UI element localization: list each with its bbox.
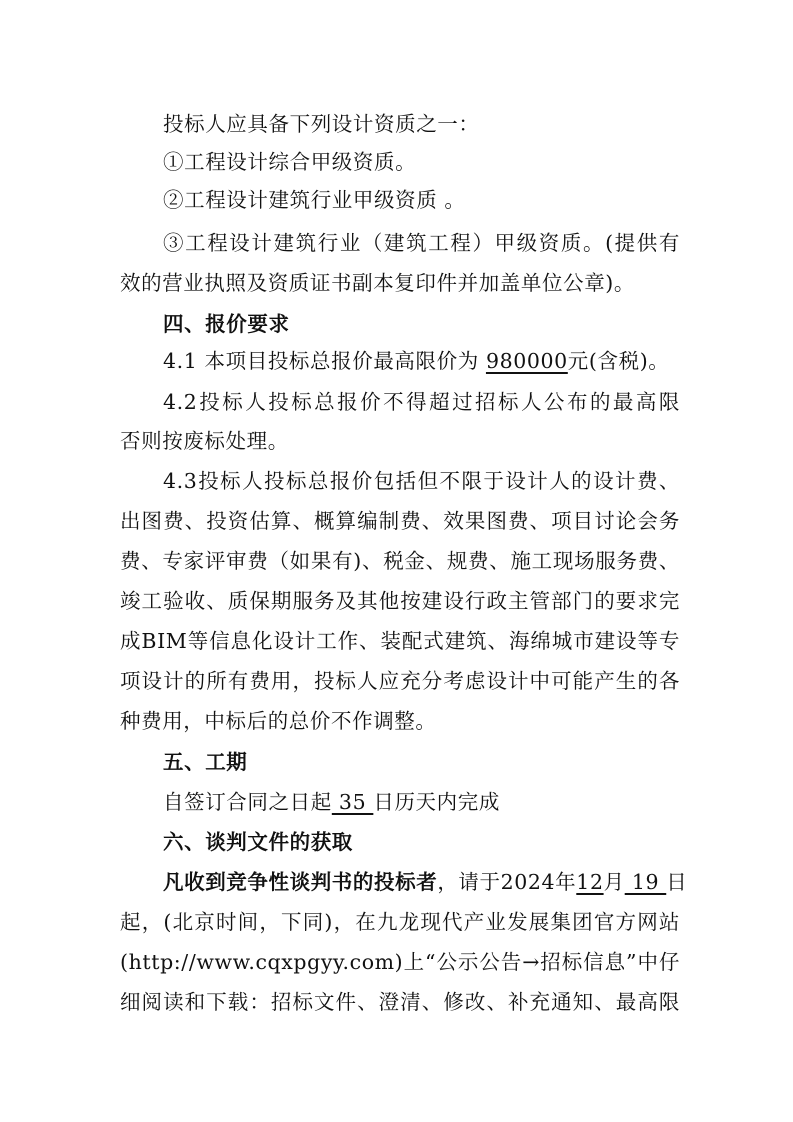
paragraph-5-prefix: 自签订合同之日起 [163, 790, 332, 814]
paragraph-6-line3: (http://www.cqxpgyy.com)上“公示公告→招标信息”中仔 [120, 950, 680, 974]
paragraph-4-2-line1: 4.2投标人投标总报价不得超过招标人公布的最高限 [163, 390, 680, 414]
qualification-item-3-line2: 效的营业执照及资质证书副本复印件并加盖单位公章)。 [120, 271, 635, 295]
paragraph-4-1-prefix: 4.1 本项目投标总报价最高限价为 [163, 349, 486, 373]
paragraph-4-3-line6: 项设计的所有费用，投标人应充分考虑设计中可能产生的各 [120, 669, 680, 693]
paragraph-6-line2: 起，(北京时间，下同)，在九龙现代产业发展集团官方网站 [120, 910, 680, 934]
paragraph-4-3-line2: 出图费、投资估算、概算编制费、效果图费、项目讨论会务 [120, 509, 680, 533]
paragraph-6-date-prefix: ，请于2024年 [437, 870, 577, 894]
paragraph-4-3-line7: 种费用，中标后的总价不作调整。 [120, 709, 437, 733]
paragraph-4-3-line5: 成BIM等信息化设计工作、装配式建筑、海绵城市建设等专 [120, 629, 680, 653]
paragraph-6-lead: 凡收到竞争性谈判书的投标者 [163, 870, 438, 894]
paragraph-4-1 [163, 346, 680, 376]
paragraph-4-3-line4: 竣工验收、质保期服务及其他按建设行政主管部门的要求完 [120, 589, 680, 613]
qualification-intro: 投标人应具备下列设计资质之一： [163, 112, 480, 136]
day-unit: 日 [666, 870, 688, 894]
paragraph-5-suffix: 日历天内完成 [373, 790, 500, 814]
paragraph-5 [163, 787, 680, 817]
paragraph-6-line4: 细阅读和下载：招标文件、澄清、修改、补充通知、最高限 [120, 990, 680, 1014]
qualification-item-1: ①工程设计综合甲级资质。 [163, 150, 417, 174]
section-6-heading: 六、谈判文件的获取 [163, 830, 353, 854]
paragraph-4-2-line2: 否则按废标处理。 [120, 429, 289, 453]
paragraph-4-3-line1: 4.3投标人投标总报价包括但不限于设计人的设计费、 [163, 469, 680, 493]
section-5-heading: 五、工期 [163, 750, 248, 774]
max-price-amount: 980000 [485, 349, 568, 373]
paragraph-4-3-line3: 费、专家评审费（如果有)、税金、规费、施工现场服务费、 [120, 549, 680, 573]
duration-days: 35 [331, 790, 374, 814]
paragraph-4-1-suffix: 元(含税)。 [567, 349, 670, 373]
start-month: 12 [576, 870, 604, 894]
month-unit: 月 [603, 870, 625, 894]
start-day: 19 [624, 870, 667, 894]
paragraph-6-line1 [163, 867, 688, 897]
qualification-item-2: ②工程设计建筑行业甲级资质 。 [163, 188, 466, 212]
qualification-item-3-line1: ③工程设计建筑行业（建筑工程）甲级资质。(提供有 [163, 231, 680, 255]
section-4-heading: 四、报价要求 [163, 312, 290, 336]
